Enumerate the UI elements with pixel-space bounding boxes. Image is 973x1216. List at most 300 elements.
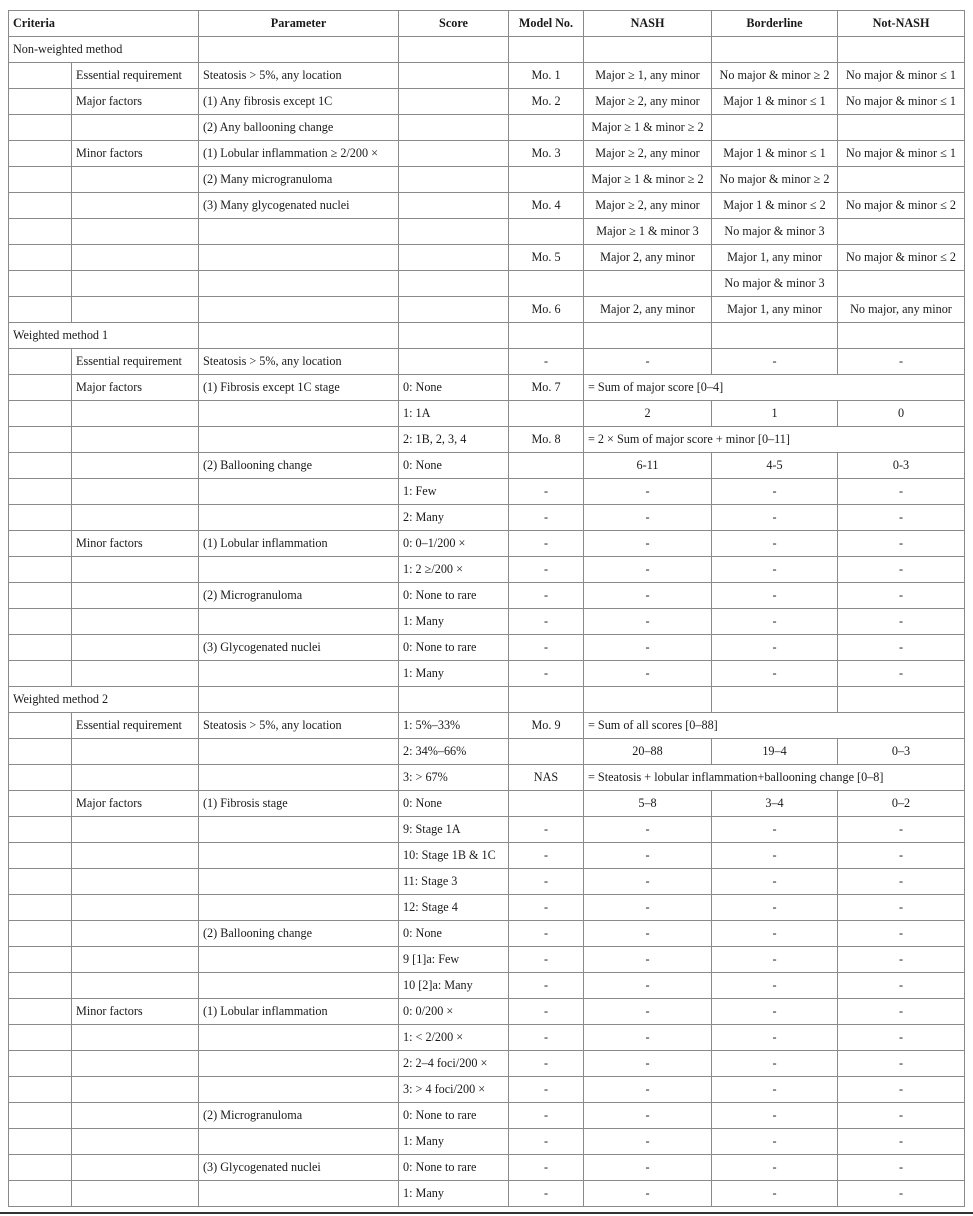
not-nash-cell: - [838, 479, 965, 505]
model-cell: - [509, 843, 584, 869]
model-cell: - [509, 973, 584, 999]
model-cell [509, 401, 584, 427]
model-cell: - [509, 817, 584, 843]
indent-cell [9, 89, 72, 115]
not-nash-cell: - [838, 557, 965, 583]
nash-cell: 6-11 [584, 453, 712, 479]
table-row [9, 635, 965, 661]
model-cell: - [509, 895, 584, 921]
score-cell [399, 89, 509, 115]
parameter-cell [199, 739, 399, 765]
score-cell: 0: 0/200 × [399, 999, 509, 1025]
criteria-table [8, 10, 965, 1207]
nash-cell: - [584, 583, 712, 609]
not-nash-cell: No major & minor ≤ 2 [838, 245, 965, 271]
not-nash-cell: - [838, 505, 965, 531]
table-row [9, 427, 965, 453]
parameter-cell: Steatosis > 5%, any location [199, 63, 399, 89]
not-nash-cell: - [838, 1155, 965, 1181]
parameter-cell [199, 1129, 399, 1155]
indent-cell [9, 531, 72, 557]
borderline-cell: Major 1, any minor [712, 245, 838, 271]
parameter-cell [199, 661, 399, 687]
criteria-cell [72, 453, 199, 479]
table-row [9, 765, 965, 791]
table-row [9, 1103, 965, 1129]
indent-cell [9, 947, 72, 973]
nash-cell: - [584, 349, 712, 375]
table-row [9, 401, 965, 427]
indent-cell [9, 167, 72, 193]
indent-cell [9, 843, 72, 869]
nash-cell: - [584, 973, 712, 999]
score-cell [399, 349, 509, 375]
borderline-cell: Major 1 & minor ≤ 2 [712, 193, 838, 219]
empty-cell [584, 323, 712, 349]
criteria-cell: Major factors [72, 375, 199, 401]
borderline-cell: - [712, 843, 838, 869]
parameter-cell: (2) Ballooning change [199, 453, 399, 479]
criteria-cell [72, 401, 199, 427]
borderline-cell: - [712, 609, 838, 635]
borderline-cell: - [712, 349, 838, 375]
table-row [9, 531, 965, 557]
parameter-cell [199, 843, 399, 869]
nash-cell: - [584, 895, 712, 921]
criteria-cell [72, 635, 199, 661]
not-nash-cell [838, 219, 965, 245]
empty-cell [399, 37, 509, 63]
model-cell [509, 791, 584, 817]
model-cell: - [509, 583, 584, 609]
table-row [9, 1051, 965, 1077]
score-cell: 1: < 2/200 × [399, 1025, 509, 1051]
criteria-cell [72, 973, 199, 999]
model-cell: Mo. 8 [509, 427, 584, 453]
criteria-cell [72, 817, 199, 843]
indent-cell [9, 401, 72, 427]
section-row [9, 687, 965, 713]
indent-cell [9, 297, 72, 323]
not-nash-cell: - [838, 1077, 965, 1103]
formula-cell: = Sum of major score [0–4] [584, 375, 965, 401]
empty-cell [712, 37, 838, 63]
borderline-cell: - [712, 817, 838, 843]
header-not-nash: Not-NASH [838, 11, 965, 37]
table-row [9, 999, 965, 1025]
model-cell [509, 115, 584, 141]
model-cell: - [509, 1155, 584, 1181]
criteria-cell [72, 193, 199, 219]
criteria-cell [72, 479, 199, 505]
not-nash-cell: - [838, 349, 965, 375]
model-cell: - [509, 661, 584, 687]
score-cell: 1: 5%–33% [399, 713, 509, 739]
parameter-cell: (1) Lobular inflammation [199, 999, 399, 1025]
indent-cell [9, 609, 72, 635]
indent-cell [9, 349, 72, 375]
score-cell [399, 219, 509, 245]
parameter-cell: (2) Many microgranuloma [199, 167, 399, 193]
criteria-cell [72, 609, 199, 635]
model-cell: - [509, 349, 584, 375]
table-row [9, 843, 965, 869]
empty-cell [838, 37, 965, 63]
borderline-cell: No major & minor 3 [712, 271, 838, 297]
model-cell: - [509, 921, 584, 947]
not-nash-cell: - [838, 609, 965, 635]
criteria-cell [72, 557, 199, 583]
borderline-cell: Major 1, any minor [712, 297, 838, 323]
criteria-cell [72, 1129, 199, 1155]
not-nash-cell: - [838, 1051, 965, 1077]
criteria-cell [72, 115, 199, 141]
table-row [9, 947, 965, 973]
header-parameter: Parameter [199, 11, 399, 37]
borderline-cell: No major & minor ≥ 2 [712, 167, 838, 193]
indent-cell [9, 1051, 72, 1077]
nash-cell: 2 [584, 401, 712, 427]
borderline-cell: - [712, 1051, 838, 1077]
borderline-cell: 3–4 [712, 791, 838, 817]
score-cell: 1: Few [399, 479, 509, 505]
model-cell: Mo. 5 [509, 245, 584, 271]
table-row [9, 1025, 965, 1051]
criteria-cell [72, 843, 199, 869]
not-nash-cell: No major & minor ≤ 2 [838, 193, 965, 219]
not-nash-cell: No major, any minor [838, 297, 965, 323]
parameter-cell [199, 219, 399, 245]
score-cell: 2: Many [399, 505, 509, 531]
not-nash-cell [838, 115, 965, 141]
criteria-cell [72, 947, 199, 973]
criteria-cell [72, 1077, 199, 1103]
parameter-cell [199, 1051, 399, 1077]
table-row [9, 557, 965, 583]
criteria-cell [72, 297, 199, 323]
borderline-cell: - [712, 1103, 838, 1129]
nash-cell: 20–88 [584, 739, 712, 765]
model-cell [509, 453, 584, 479]
borderline-cell: Major 1 & minor ≤ 1 [712, 89, 838, 115]
table-row [9, 245, 965, 271]
model-cell [509, 167, 584, 193]
empty-cell [509, 37, 584, 63]
borderline-cell: 4-5 [712, 453, 838, 479]
model-cell: - [509, 1103, 584, 1129]
model-cell: - [509, 1129, 584, 1155]
empty-cell [584, 687, 712, 713]
nash-cell: - [584, 947, 712, 973]
not-nash-cell: - [838, 1103, 965, 1129]
model-cell: Mo. 9 [509, 713, 584, 739]
empty-cell [509, 687, 584, 713]
indent-cell [9, 271, 72, 297]
table-row [9, 1077, 965, 1103]
model-cell: Mo. 4 [509, 193, 584, 219]
nash-cell: Major ≥ 1 & minor 3 [584, 219, 712, 245]
parameter-cell [199, 1181, 399, 1207]
borderline-cell: - [712, 505, 838, 531]
criteria-cell: Essential requirement [72, 349, 199, 375]
parameter-cell: (1) Fibrosis stage [199, 791, 399, 817]
score-cell: 3: > 67% [399, 765, 509, 791]
indent-cell [9, 869, 72, 895]
score-cell: 11: Stage 3 [399, 869, 509, 895]
score-cell: 0: None to rare [399, 635, 509, 661]
not-nash-cell: No major & minor ≤ 1 [838, 89, 965, 115]
header-score: Score [399, 11, 509, 37]
criteria-cell [72, 1181, 199, 1207]
nash-cell: - [584, 609, 712, 635]
score-cell [399, 167, 509, 193]
model-cell: - [509, 635, 584, 661]
borderline-cell: - [712, 999, 838, 1025]
indent-cell [9, 765, 72, 791]
empty-cell [399, 687, 509, 713]
table-row [9, 63, 965, 89]
nash-cell: Major ≥ 2, any minor [584, 141, 712, 167]
table-row [9, 141, 965, 167]
borderline-cell: - [712, 1181, 838, 1207]
not-nash-cell: - [838, 947, 965, 973]
score-cell: 1: 2 ≥/200 × [399, 557, 509, 583]
nash-cell: - [584, 1129, 712, 1155]
score-cell: 0: 0–1/200 × [399, 531, 509, 557]
score-cell: 12: Stage 4 [399, 895, 509, 921]
indent-cell [9, 583, 72, 609]
indent-cell [9, 1181, 72, 1207]
model-cell: - [509, 1025, 584, 1051]
nash-cell: Major 2, any minor [584, 297, 712, 323]
indent-cell [9, 193, 72, 219]
parameter-cell: (2) Microgranuloma [199, 583, 399, 609]
nash-cell: Major ≥ 1 & minor ≥ 2 [584, 115, 712, 141]
nash-cell: - [584, 1077, 712, 1103]
empty-cell [838, 687, 965, 713]
indent-cell [9, 63, 72, 89]
score-cell: 2: 2–4 foci/200 × [399, 1051, 509, 1077]
nash-cell: - [584, 1181, 712, 1207]
borderline-cell: - [712, 583, 838, 609]
table-row [9, 453, 965, 479]
model-cell: NAS [509, 765, 584, 791]
score-cell: 3: > 4 foci/200 × [399, 1077, 509, 1103]
indent-cell [9, 661, 72, 687]
nash-cell: - [584, 1025, 712, 1051]
section-label: Non-weighted method [9, 37, 199, 63]
not-nash-cell: No major & minor ≤ 1 [838, 141, 965, 167]
score-cell: 1: 1A [399, 401, 509, 427]
formula-cell: = Sum of all scores [0–88] [584, 713, 965, 739]
empty-cell [509, 323, 584, 349]
not-nash-cell: - [838, 921, 965, 947]
parameter-cell [199, 765, 399, 791]
table-row [9, 895, 965, 921]
score-cell: 0: None to rare [399, 1155, 509, 1181]
indent-cell [9, 115, 72, 141]
parameter-cell [199, 505, 399, 531]
not-nash-cell: - [838, 973, 965, 999]
nash-cell: - [584, 999, 712, 1025]
borderline-cell: - [712, 1155, 838, 1181]
model-cell: - [509, 557, 584, 583]
criteria-cell [72, 765, 199, 791]
criteria-cell [72, 739, 199, 765]
table-row [9, 271, 965, 297]
indent-cell [9, 999, 72, 1025]
borderline-cell: - [712, 869, 838, 895]
nash-cell: - [584, 1051, 712, 1077]
model-cell: - [509, 1077, 584, 1103]
score-cell [399, 141, 509, 167]
score-cell [399, 115, 509, 141]
nash-cell: - [584, 479, 712, 505]
nash-cell: - [584, 817, 712, 843]
indent-cell [9, 245, 72, 271]
nash-cell: - [584, 843, 712, 869]
criteria-cell [72, 505, 199, 531]
score-cell: 2: 1B, 2, 3, 4 [399, 427, 509, 453]
score-cell: 0: None to rare [399, 583, 509, 609]
model-cell: - [509, 479, 584, 505]
empty-cell [199, 323, 399, 349]
parameter-cell [199, 271, 399, 297]
parameter-cell [199, 479, 399, 505]
criteria-cell: Minor factors [72, 141, 199, 167]
model-cell: Mo. 1 [509, 63, 584, 89]
header-criteria: Criteria [9, 11, 199, 37]
formula-cell: = 2 × Sum of major score + minor [0–11] [584, 427, 965, 453]
not-nash-cell [838, 167, 965, 193]
score-cell: 1: Many [399, 1181, 509, 1207]
parameter-cell [199, 427, 399, 453]
empty-cell [584, 37, 712, 63]
criteria-cell [72, 1103, 199, 1129]
table-row [9, 89, 965, 115]
borderline-cell: - [712, 1129, 838, 1155]
borderline-cell: - [712, 557, 838, 583]
table-row [9, 115, 965, 141]
criteria-cell [72, 583, 199, 609]
score-cell [399, 245, 509, 271]
criteria-cell [72, 661, 199, 687]
criteria-cell [72, 219, 199, 245]
criteria-cell [72, 895, 199, 921]
score-cell [399, 271, 509, 297]
parameter-cell: (3) Glycogenated nuclei [199, 1155, 399, 1181]
criteria-cell: Major factors [72, 791, 199, 817]
score-cell: 0: None [399, 791, 509, 817]
score-cell: 0: None to rare [399, 1103, 509, 1129]
empty-cell [199, 687, 399, 713]
model-cell [509, 271, 584, 297]
score-cell [399, 193, 509, 219]
nash-cell: - [584, 1155, 712, 1181]
not-nash-cell: - [838, 999, 965, 1025]
table-row [9, 869, 965, 895]
model-cell: - [509, 609, 584, 635]
nash-cell: Major ≥ 2, any minor [584, 193, 712, 219]
header-borderline: Borderline [712, 11, 838, 37]
empty-cell [712, 687, 838, 713]
nash-cell [584, 271, 712, 297]
table-row [9, 167, 965, 193]
nash-cell: - [584, 869, 712, 895]
indent-cell [9, 791, 72, 817]
borderline-cell: - [712, 1025, 838, 1051]
header-row [9, 11, 965, 37]
criteria-cell [72, 1025, 199, 1051]
table-row [9, 817, 965, 843]
borderline-cell [712, 115, 838, 141]
section-row [9, 37, 965, 63]
criteria-cell: Minor factors [72, 531, 199, 557]
model-cell: - [509, 1181, 584, 1207]
parameter-cell: (1) Lobular inflammation [199, 531, 399, 557]
header-nash: NASH [584, 11, 712, 37]
criteria-cell [72, 921, 199, 947]
nash-cell: - [584, 531, 712, 557]
table-row [9, 1181, 965, 1207]
score-cell: 10: Stage 1B & 1C [399, 843, 509, 869]
criteria-cell [72, 245, 199, 271]
nash-cell: - [584, 505, 712, 531]
nash-cell: 5–8 [584, 791, 712, 817]
borderline-cell: - [712, 531, 838, 557]
indent-cell [9, 1155, 72, 1181]
not-nash-cell: - [838, 869, 965, 895]
indent-cell [9, 1129, 72, 1155]
parameter-cell: Steatosis > 5%, any location [199, 349, 399, 375]
table-row [9, 1155, 965, 1181]
score-cell [399, 63, 509, 89]
parameter-cell: Steatosis > 5%, any location [199, 713, 399, 739]
indent-cell [9, 557, 72, 583]
parameter-cell [199, 401, 399, 427]
parameter-cell [199, 817, 399, 843]
parameter-cell [199, 895, 399, 921]
parameter-cell: (2) Microgranuloma [199, 1103, 399, 1129]
parameter-cell [199, 1025, 399, 1051]
section-row [9, 323, 965, 349]
table-row [9, 661, 965, 687]
model-cell [509, 739, 584, 765]
indent-cell [9, 141, 72, 167]
nash-cell: - [584, 557, 712, 583]
parameter-cell: (3) Many glycogenated nuclei [199, 193, 399, 219]
borderline-cell: - [712, 947, 838, 973]
table-row [9, 973, 965, 999]
not-nash-cell: 0 [838, 401, 965, 427]
empty-cell [199, 37, 399, 63]
criteria-cell: Essential requirement [72, 63, 199, 89]
parameter-cell [199, 1077, 399, 1103]
borderline-cell: 19–4 [712, 739, 838, 765]
nash-cell: Major ≥ 1 & minor ≥ 2 [584, 167, 712, 193]
table-row [9, 583, 965, 609]
table-row [9, 791, 965, 817]
criteria-cell: Minor factors [72, 999, 199, 1025]
parameter-cell: (2) Any ballooning change [199, 115, 399, 141]
indent-cell [9, 1103, 72, 1129]
not-nash-cell: - [838, 635, 965, 661]
indent-cell [9, 219, 72, 245]
borderline-cell: No major & minor 3 [712, 219, 838, 245]
table-row [9, 297, 965, 323]
table-row [9, 479, 965, 505]
empty-cell [399, 323, 509, 349]
